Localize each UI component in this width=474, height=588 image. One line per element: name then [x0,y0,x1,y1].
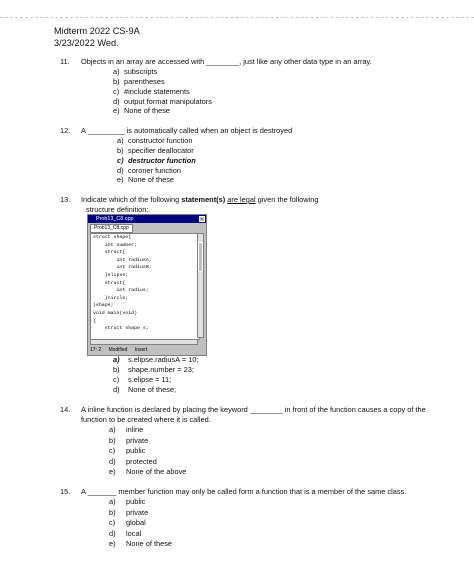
page-top-rule [0,17,474,18]
option-a-answer: a) s.elipse.radiusA = 10; [113,355,199,364]
code-line: { [93,318,96,324]
question-number: 12. [60,126,71,135]
code-line: }elipse; [93,272,129,278]
option-d: d) None of these; [113,385,177,394]
option-d: d) protected [109,457,157,466]
option-b: b) private [109,436,149,445]
status-position: 17: 2 [90,347,102,353]
option-e: e) None of these [113,106,171,115]
option-e: e) None of these [117,175,175,184]
scrollbar-thumb [198,242,203,272]
code-line: int radiusA; [93,257,152,263]
code-line: void main(void) [93,310,138,316]
option-a: a) constructor function [117,136,193,145]
option-c-answer: c) destructor function [117,156,196,165]
code-line: int number; [93,242,138,248]
option-d: d) output format manipulators [113,97,212,106]
question-text: Indicate which of the following statement(s) are legal given the following [81,195,319,204]
code-line: int radiusB; [93,265,152,271]
option-d: d) coroner function [117,166,181,175]
exam-title: Midterm 2022 CS-9A [54,26,140,36]
option-c: c) #include statements [113,87,190,96]
question-text: A inline function is declared by placing the keyword ________ in front of the function causes a copy of the [81,405,426,414]
horizontal-scrollbar [90,339,198,345]
exam-date: 3/23/2022 Wed. [54,38,119,48]
option-b: b) private [109,508,149,517]
question-text: A _______ member function may only be called form a function that is a member of the same class. [81,487,407,496]
question-text: Objects in an array are accessed with ________, just like any other data type in an array. [81,57,372,66]
option-a: a) public [109,497,146,506]
vertical-scrollbar [197,233,204,338]
status-modified: Modified [108,347,128,353]
option-b: b) shape.number = 23; [113,365,194,374]
code-editor-screenshot [87,214,207,356]
code-area [90,233,200,340]
option-e: e) None of these [109,539,173,548]
close-icon: x [201,216,203,221]
code-line: struct{ [93,280,126,286]
code-line: int radius; [93,288,149,294]
question-text-line2: function to be created where it is called. [81,415,211,424]
question-text: A _________ is automatically called when an object is destroyed [81,126,293,135]
question-number: 11. [60,57,70,66]
option-a: a) inline [109,425,144,434]
editor-tab: Prob13_C8.cpp [90,224,133,233]
code-line: }circle; [93,295,129,301]
question-number: 15. [60,487,71,496]
option-e: e) None of the above [109,467,187,476]
code-line: struct shape s; [93,326,149,332]
option-c: c) s.elipse = 11; [113,375,172,384]
editor-status-bar [90,346,204,354]
code-line: struct shape{ [93,235,132,240]
code-line: }shape; [93,303,114,309]
question-text-line2: structure definition: [86,205,149,214]
question-number: 14. [60,405,71,414]
option-c: c) public [109,446,146,455]
option-c: c) global [109,518,146,527]
status-insert: Insert [134,347,148,353]
code-line: struct{ [93,250,126,256]
option-b: b) specifier deallocator [117,146,194,155]
option-b: b) parentheses [113,77,165,86]
editor-tab-bar [88,223,206,232]
editor-title-bar: Prob13_C8.cpp x [88,215,206,223]
question-number: 13. [60,195,71,204]
option-d: d) local [109,529,142,538]
option-a: a) subscripts [113,67,158,76]
